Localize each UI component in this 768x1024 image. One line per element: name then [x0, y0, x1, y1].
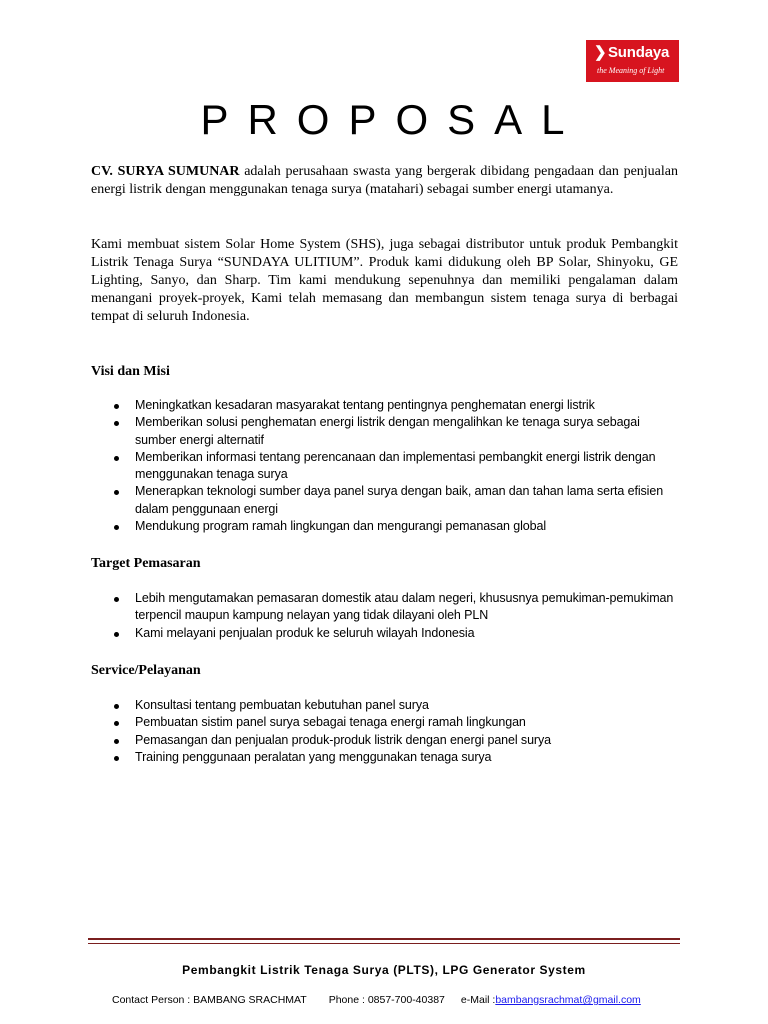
target-pemasaran-list: [91, 590, 681, 642]
contact-person: Contact Person : BAMBANG SRACHMAT: [112, 994, 307, 1006]
list-item: Pembuatan sistim panel surya sebagai tenaga energi ramah lingkungan: [91, 714, 681, 731]
page-title: PROPOSAL: [200, 96, 584, 143]
visi-misi-list: [91, 397, 681, 535]
company-name: CV. SURYA SUMUNAR: [91, 164, 240, 179]
bullet-icon: [114, 525, 119, 530]
footer-title: Pembangkit Listrik Tenaga Surya (PLTS), LPG Generator System: [182, 963, 586, 977]
logo-name: Sundaya: [608, 44, 670, 61]
footer-divider-thin: [88, 943, 680, 944]
bullet-icon: [114, 739, 119, 744]
logo-tagline: the Meaning of Light: [597, 66, 665, 75]
bullet-icon: [114, 404, 119, 409]
sundaya-logo: [586, 40, 679, 82]
intro-text: adalah perusahaan swasta yang bergerak dibidang pengadaan dan penjualan energi listrik dengan menggunakan tenaga surya (matahari) sebagai sumber energi utamanya.: [91, 164, 678, 197]
about-paragraph: Kami membuat sistem Solar Home System (SHS), juga sebagai distributor untuk produk Pembangkit Listrik Tenaga Surya “SUNDAYA ULITIUM”. Produk kami didukung oleh BP Solar, Shinyoku, GE Lighting, Sanyo, dan Sharp. Tim kami mendukung sepenuhnya dan memiliki pengalaman dalam menangani proyek-proyek, Kami telah memasang dan membangun sistem tenaga surya di berbagai tempat di seluruh Indonesia.: [91, 237, 678, 324]
list-item: Meningkatkan kesadaran masyarakat tentang pentingnya penghematan energi listrik: [91, 397, 681, 414]
email-link[interactable]: bambangsrachmat@gmail.com: [495, 994, 641, 1006]
sundaya-swirl-icon: ❯: [594, 44, 607, 61]
list-item: Pemasangan dan penjualan produk-produk listrik dengan energi panel surya: [91, 732, 681, 749]
bullet-icon: [114, 421, 119, 426]
bullet-icon: [114, 632, 119, 637]
list-item: Mendukung program ramah lingkungan dan mengurangi pemanasan global: [91, 518, 681, 535]
bullet-icon: [114, 490, 119, 495]
bullet-icon: [114, 597, 119, 602]
bullet-icon: [114, 704, 119, 709]
list-item: Kami melayani penjualan produk ke seluruh wilayah Indonesia: [91, 625, 681, 642]
section-heading-service: Service/Pelayanan: [91, 663, 201, 678]
list-item: Menerapkan teknologi sumber daya panel surya dengan baik, aman dan tahan lama serta efisien dalam penggunaan energi: [91, 483, 681, 518]
list-item: Memberikan solusi penghematan energi listrik dengan mengalihkan ke tenaga surya sebagai sumber energi alternatif: [91, 414, 681, 449]
list-item: Lebih mengutamakan pemasaran domestik atau dalam negeri, khususnya pemukiman-pemukiman terpencil maupun kampung nelayan yang tidak dilayani oleh PLN: [91, 590, 681, 625]
footer-divider: [88, 938, 680, 940]
footer-contact: [112, 993, 641, 1007]
section-heading-visi-misi: Visi dan Misi: [91, 364, 170, 379]
bullet-icon: [114, 456, 119, 461]
section-heading-target-pemasaran: Target Pemasaran: [91, 556, 201, 571]
list-item: Konsultasi tentang pembuatan kebutuhan panel surya: [91, 697, 681, 714]
email-label: e-Mail :: [460, 994, 496, 1006]
contact-phone: Phone : 0857-700-40387: [328, 994, 445, 1006]
bullet-icon: [114, 721, 119, 726]
intro-paragraph: [91, 163, 678, 199]
list-item: Training penggunaan peralatan yang menggunakan tenaga surya: [91, 749, 681, 766]
bullet-icon: [114, 756, 119, 761]
service-list: [91, 697, 681, 766]
list-item: Memberikan informasi tentang perencanaan dan implementasi pembangkit energi listrik dengan menggunakan tenaga surya: [91, 449, 681, 484]
